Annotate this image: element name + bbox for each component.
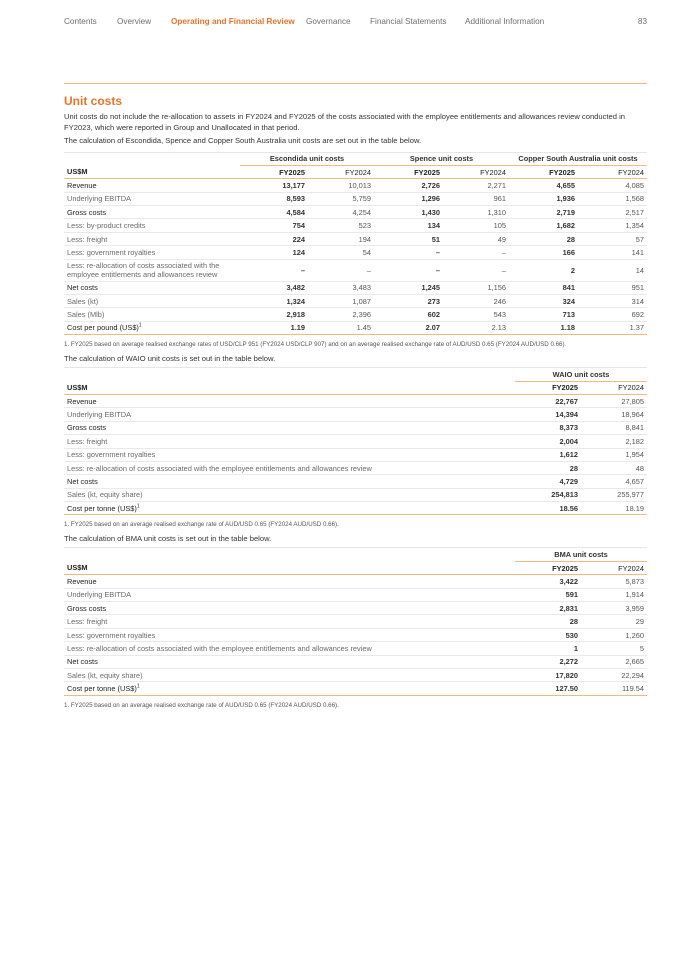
- table-row: [64, 435, 647, 448]
- cell-value: 14: [635, 265, 644, 275]
- cell-value: 1,310: [487, 207, 506, 217]
- nav-operating-and-financial-review[interactable]: Operating and Financial Review: [171, 17, 295, 26]
- table-row: [64, 281, 647, 294]
- cell-value: 2.13: [491, 323, 506, 333]
- cell-value: 10,013: [348, 180, 371, 190]
- cell-value: –: [300, 265, 305, 275]
- row-label: [64, 602, 515, 615]
- row-label: [64, 682, 515, 695]
- cell-value: 1,568: [625, 194, 644, 204]
- table1-body: [64, 179, 647, 335]
- cell-value: 2,719: [556, 207, 575, 217]
- cell-value: 18.56: [559, 503, 578, 513]
- row-label-text: Underlying EBITDA: [67, 194, 132, 204]
- cell-value: 951: [631, 283, 644, 293]
- row-label-text: Less: re-allocation of costs associated with the employee entitlements and allowances review: [67, 261, 220, 280]
- table-row: [64, 669, 647, 682]
- cell-value: 692: [631, 310, 644, 320]
- cell-value: 2,517: [625, 207, 644, 217]
- footnote-marker: 1: [136, 503, 140, 510]
- row-label: [64, 281, 240, 294]
- table-row: [64, 602, 647, 615]
- table-row: [64, 588, 647, 601]
- table3-footnote: 1. FY2025 based on an average realised exchange rate of AUD/USD 0.65 (FY2024 AUD/USD 0.66).: [64, 701, 339, 709]
- cell-value: 5: [639, 643, 644, 653]
- table2-body: [64, 394, 647, 515]
- cell-value: 49: [497, 234, 506, 244]
- row-label-text: Cost per tonne (US$): [67, 503, 137, 513]
- cell-value: 4,729: [559, 477, 578, 486]
- cell-value: 2,272: [559, 657, 578, 667]
- row-label: [64, 308, 240, 321]
- table-row: [64, 206, 647, 219]
- cell-value: 1.18: [560, 323, 575, 333]
- cell-value: 3,482: [286, 283, 305, 293]
- row-label: [64, 502, 515, 515]
- row-label-text: Sales (Mlb): [67, 310, 105, 320]
- cell-value: 543: [493, 310, 506, 320]
- table-row: [64, 655, 647, 668]
- row-label-text: Less: by-product credits: [67, 221, 146, 231]
- cell-value: 254,813: [551, 490, 578, 500]
- row-label: [64, 628, 515, 641]
- row-label: [64, 588, 515, 601]
- row-label-text: Revenue: [67, 396, 97, 406]
- row-label-text: Less: freight: [67, 234, 108, 244]
- row-label-text: Net costs: [67, 283, 98, 293]
- cell-value: 28: [569, 617, 578, 627]
- year-header: FY2025: [509, 165, 578, 178]
- cell-value: 54: [362, 247, 371, 257]
- cell-value: 2.07: [425, 323, 440, 333]
- row-label: [64, 615, 515, 628]
- cell-value: 14,394: [555, 410, 578, 420]
- cell-value: 4,085: [625, 180, 644, 190]
- table-row: [64, 475, 647, 488]
- cell-value: 324: [562, 296, 575, 306]
- row-label-text: Sales (kt, equity share): [67, 670, 143, 680]
- year-header: FY2024: [443, 165, 509, 178]
- row-label: [64, 642, 515, 655]
- row-label-text: Cost per tonne (US$): [67, 684, 137, 694]
- cell-value: 3,422: [559, 576, 578, 586]
- cell-value: 1.19: [290, 323, 305, 333]
- table3-body: [64, 575, 647, 696]
- cell-value: 48: [635, 463, 644, 473]
- cell-value: –: [435, 265, 440, 275]
- cell-value: –: [501, 265, 506, 275]
- row-label-text: Less: freight: [67, 436, 108, 446]
- row-label: [64, 232, 240, 245]
- cell-value: 1,430: [421, 207, 440, 217]
- row-label: [64, 259, 240, 281]
- row-label: [64, 219, 240, 232]
- table-row: [64, 461, 647, 474]
- spence-group-header: Spence unit costs: [374, 152, 509, 165]
- cell-value: 4,254: [352, 207, 371, 217]
- cell-value: 141: [631, 247, 644, 257]
- cell-value: 523: [358, 221, 371, 231]
- top-navigation: [64, 17, 647, 29]
- cell-value: 127.50: [555, 684, 578, 694]
- cell-value: 22,767: [555, 396, 578, 406]
- table-row: [64, 321, 647, 334]
- cell-value: 28: [566, 234, 575, 244]
- cell-value: 1.37: [629, 323, 644, 333]
- cell-value: 8,593: [286, 194, 305, 204]
- cell-value: 1,260: [625, 630, 644, 640]
- cell-value: 1,682: [556, 221, 575, 231]
- cell-value: 224: [292, 234, 305, 244]
- cell-value: 134: [427, 221, 440, 231]
- row-label: [64, 295, 240, 308]
- table1-intro: The calculation of Escondida, Spence and Copper South Australia unit costs are set out in the table below.: [64, 136, 422, 145]
- row-label: [64, 435, 515, 448]
- year-header: FY2024: [578, 165, 647, 178]
- nav-governance[interactable]: Governance: [306, 17, 351, 26]
- nav-overview[interactable]: Overview: [117, 17, 152, 26]
- bma-group-header: BMA unit costs: [515, 548, 647, 561]
- cell-value: 51: [431, 234, 440, 244]
- copper-sa-group-header: Copper South Australia unit costs: [509, 152, 647, 165]
- row-label: [64, 192, 240, 205]
- row-label: [64, 179, 240, 192]
- unit-label: US$M: [64, 561, 515, 574]
- copper-unit-costs-table: [64, 152, 647, 336]
- row-label: [64, 575, 515, 588]
- table-row: [64, 295, 647, 308]
- cell-value: 29: [635, 617, 644, 627]
- row-label-text: Revenue: [67, 576, 97, 586]
- cell-value: 1,354: [625, 221, 644, 231]
- cell-value: –: [366, 265, 371, 275]
- cell-value: 713: [562, 310, 575, 320]
- cell-value: 1,087: [352, 296, 371, 306]
- row-label-text: Revenue: [67, 180, 97, 190]
- cell-value: 3,483: [352, 283, 371, 293]
- table-row: [64, 259, 647, 281]
- year-header: FY2025: [515, 561, 581, 574]
- row-label-text: Underlying EBITDA: [67, 410, 132, 420]
- row-label: [64, 394, 515, 407]
- cell-value: 841: [562, 283, 575, 293]
- cell-value: 2,004: [559, 436, 578, 446]
- row-label-text: Gross costs: [67, 207, 107, 217]
- cell-value: 2,918: [286, 310, 305, 320]
- cell-value: 273: [427, 296, 440, 306]
- row-label: [64, 321, 240, 334]
- cell-value: 28: [569, 463, 578, 473]
- cell-value: 602: [427, 310, 440, 320]
- table3-intro: The calculation of BMA unit costs is set out in the table below.: [64, 534, 272, 544]
- table-row: [64, 394, 647, 407]
- cell-value: 246: [493, 296, 506, 306]
- section-title: Unit costs: [64, 94, 123, 108]
- year-header: FY2024: [581, 561, 647, 574]
- cell-value: 1: [573, 643, 578, 653]
- table-row: [64, 682, 647, 695]
- cell-value: 124: [292, 247, 305, 257]
- year-header: FY2025: [515, 381, 581, 394]
- cell-value: 1,612: [559, 450, 578, 460]
- footnote-marker: 1: [138, 323, 142, 330]
- row-label-text: Gross costs: [67, 603, 107, 613]
- row-label: [64, 669, 515, 682]
- cell-value: 5,759: [352, 194, 371, 204]
- table-row: [64, 615, 647, 628]
- row-label: [64, 421, 515, 434]
- table-row: [64, 219, 647, 232]
- escondida-group-header: Escondida unit costs: [240, 152, 374, 165]
- cell-value: 119.54: [621, 684, 644, 694]
- cell-value: 961: [493, 194, 506, 204]
- cell-value: 18,964: [621, 410, 644, 420]
- table-row: [64, 246, 647, 259]
- table-row: [64, 408, 647, 421]
- cell-value: 3,959: [625, 603, 644, 613]
- table-row: [64, 308, 647, 321]
- table2-footnote: 1. FY2025 based on an average realised exchange rate of AUD/USD 0.65 (FY2024 AUD/USD 0.66).: [64, 521, 339, 529]
- cell-value: 4,657: [625, 477, 644, 486]
- cell-value: 57: [635, 234, 644, 244]
- table-row: [64, 575, 647, 588]
- cell-value: –: [435, 247, 440, 257]
- row-label-text: Less: re-allocation of costs associated with the employee entitlements and allowances review: [67, 643, 372, 653]
- cell-value: 166: [562, 247, 575, 257]
- row-label: [64, 488, 515, 501]
- year-header: FY2024: [308, 165, 374, 178]
- waio-unit-costs-table: [64, 367, 647, 515]
- cell-value: 1,324: [286, 296, 305, 306]
- row-label-text: Sales (kt): [67, 296, 99, 306]
- page-number: 83: [637, 17, 647, 26]
- cell-value: 105: [493, 221, 506, 231]
- year-header: FY2025: [374, 165, 443, 178]
- cell-value: 17,820: [555, 670, 578, 680]
- row-label-text: Net costs: [67, 477, 98, 486]
- cell-value: 194: [358, 234, 371, 244]
- row-label: [64, 475, 515, 488]
- cell-value: 2: [570, 265, 575, 275]
- table2-intro: The calculation of WAIO unit costs is set out in the table below.: [64, 354, 276, 364]
- row-label-text: Gross costs: [67, 423, 107, 433]
- cell-value: 2,182: [625, 436, 644, 446]
- header-divider: [64, 83, 647, 84]
- cell-value: 27,805: [621, 396, 644, 406]
- cell-value: 1,936: [556, 194, 575, 204]
- table-row: [64, 192, 647, 205]
- row-label: [64, 246, 240, 259]
- cell-value: 13,177: [282, 180, 305, 190]
- cell-value: 8,841: [625, 423, 644, 433]
- intro-paragraph: Unit costs do not include the re-allocation to assets in FY2024 and FY2025 of the costs associated with the employee entitlements and allowances review conducted in FY2023, which were reported in Group and Unallocated in that period.: [64, 112, 625, 132]
- unit-label: US$M: [64, 381, 515, 394]
- table1-footnote: 1. FY2025 based on average realised exchange rates of USD/CLP 951 (FY2024 USD/CLP 907) and on an average realised exchange rate of AUD/USD 0.65 (FY2024 AUD/USD 0.66).: [64, 341, 567, 349]
- row-label-text: Underlying EBITDA: [67, 590, 132, 600]
- row-label-text: Sales (kt, equity share): [67, 490, 143, 500]
- nav-contents[interactable]: Contents: [64, 17, 97, 26]
- cell-value: 1,914: [625, 590, 644, 600]
- cell-value: 8,373: [559, 423, 578, 433]
- cell-value: 1.45: [356, 323, 371, 333]
- row-label: [64, 448, 515, 461]
- cell-value: 1,954: [625, 450, 644, 460]
- table-row: [64, 628, 647, 641]
- table-row: [64, 421, 647, 434]
- cell-value: 4,655: [556, 180, 575, 190]
- cell-value: 2,271: [487, 180, 506, 190]
- table-row: [64, 179, 647, 192]
- nav-financial-statements[interactable]: Financial Statements: [370, 17, 447, 26]
- row-label-text: Cost per pound (US$): [67, 323, 139, 333]
- cell-value: 255,977: [617, 490, 644, 500]
- table-row: [64, 502, 647, 515]
- nav-additional-information[interactable]: Additional Information: [465, 17, 545, 26]
- cell-value: 591: [565, 590, 578, 600]
- cell-value: 2,665: [625, 657, 644, 667]
- row-label-text: Net costs: [67, 657, 98, 667]
- row-label: [64, 461, 515, 474]
- row-label: [64, 408, 515, 421]
- cell-value: 18.19: [625, 503, 644, 513]
- table-row: [64, 488, 647, 501]
- bma-unit-costs-table: [64, 547, 647, 695]
- row-label-text: Less: re-allocation of costs associated with the employee entitlements and allowances review: [67, 463, 372, 473]
- cell-value: 1,156: [487, 283, 506, 293]
- main-content: [64, 94, 647, 715]
- row-label: [64, 206, 240, 219]
- year-header: FY2024: [581, 381, 647, 394]
- cell-value: 22,294: [621, 670, 644, 680]
- cell-value: 5,873: [625, 576, 644, 586]
- row-label: [64, 655, 515, 668]
- unit-label: US$M: [64, 165, 240, 178]
- year-header: FY2025: [240, 165, 308, 178]
- row-label-text: Less: freight: [67, 617, 108, 627]
- cell-value: 530: [565, 630, 578, 640]
- cell-value: –: [501, 247, 506, 257]
- table-row: [64, 232, 647, 245]
- row-label-text: Less: government royalties: [67, 450, 156, 460]
- row-label-text: Less: government royalties: [67, 630, 156, 640]
- cell-value: 754: [292, 221, 305, 231]
- cell-value: 2,396: [352, 310, 371, 320]
- row-label-text: Less: government royalties: [67, 247, 156, 257]
- cell-value: 2,831: [559, 603, 578, 613]
- table-row: [64, 642, 647, 655]
- waio-group-header: WAIO unit costs: [515, 368, 647, 381]
- cell-value: 2,726: [421, 180, 440, 190]
- cell-value: 1,296: [421, 194, 440, 204]
- cell-value: 314: [631, 296, 644, 306]
- cell-value: 4,584: [286, 207, 305, 217]
- cell-value: 1,245: [421, 283, 440, 293]
- table-row: [64, 448, 647, 461]
- footnote-marker: 1: [136, 683, 140, 690]
